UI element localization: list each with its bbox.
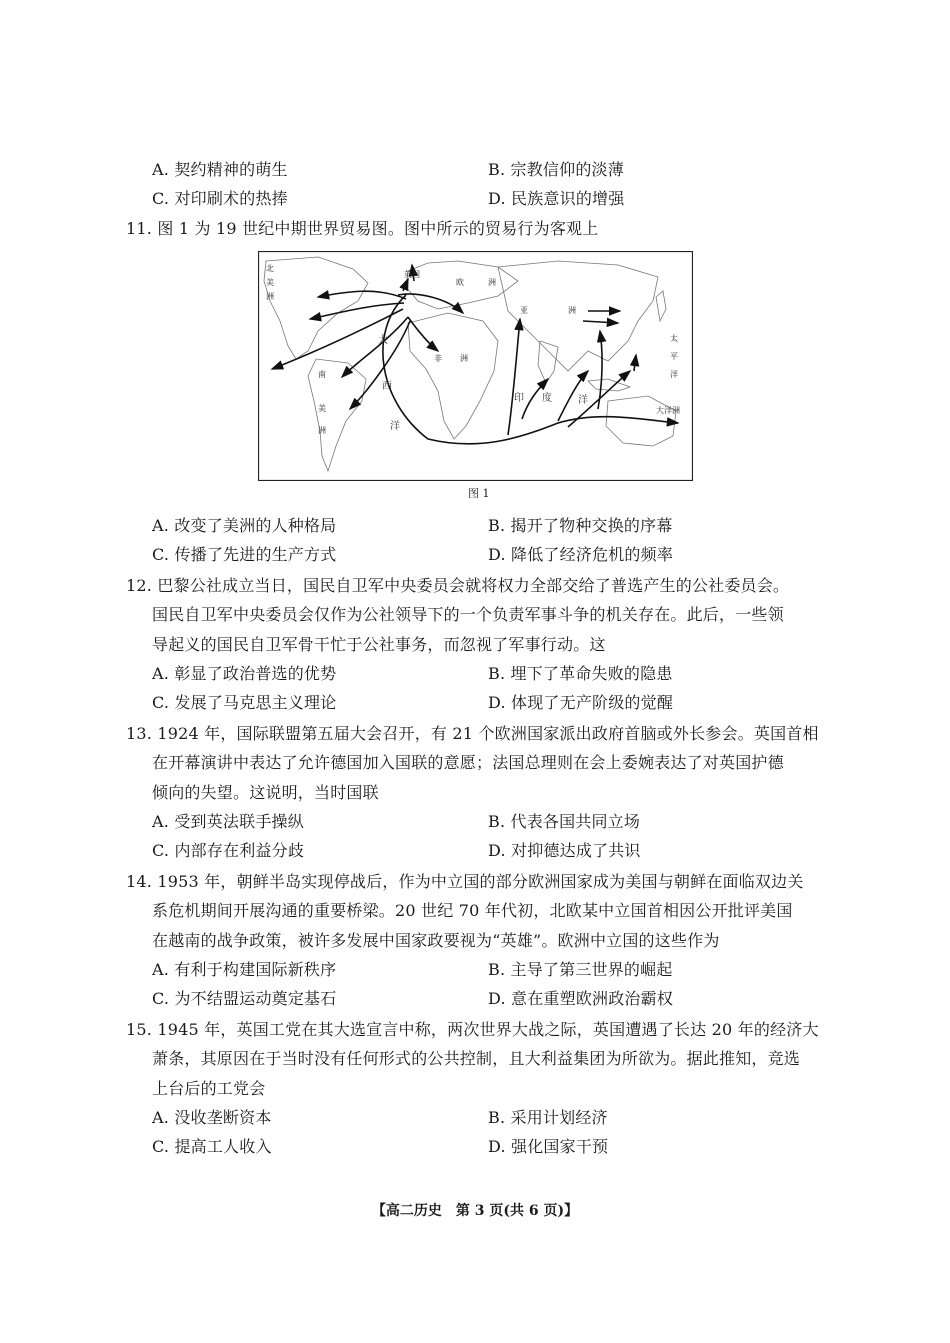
q11-option-a: A. 改变了美洲的人种格局 xyxy=(152,516,337,535)
q12-stem-line1: 12. 巴黎公社成立当日，国民自卫军中央委员会就将权力全部交给了普选产生的公社委员会。 xyxy=(126,576,790,595)
map-label-du: 度 xyxy=(542,393,552,404)
map-label-america-n: 美 xyxy=(266,278,274,287)
q12-option-b: B. 埋下了革命失败的隐患 xyxy=(488,664,673,683)
q12-stem-line2: 国民自卫军中央委员会仅作为公社领导下的一个负责军事斗争的机关存在。此后，一些领 xyxy=(152,605,784,624)
q12-option-d: D. 体现了无产阶级的觉醒 xyxy=(488,693,674,712)
q12-stem-line3: 导起义的国民自卫军骨干忙于公社事务，而忽视了军事行动。这 xyxy=(152,635,606,654)
q11-stem: 11. 图 1 为 19 世纪中期世界贸易图。图中所示的贸易行为客观上 xyxy=(126,219,599,238)
map-label-continent-sa: 洲 xyxy=(318,426,326,435)
q14-option-a: A. 有利于构建国际新秩序 xyxy=(152,960,337,979)
q12-option-a: A. 彰显了政治普选的优势 xyxy=(152,664,337,683)
map-label-tai: 太 xyxy=(670,334,678,343)
q10-option-c: C. 对印刷术的热捧 xyxy=(152,189,288,208)
q11-option-b: B. 揭开了物种交换的序幕 xyxy=(488,516,673,535)
figure-caption: 图 1 xyxy=(468,487,490,500)
map-label-africa: 非 xyxy=(434,354,442,363)
map-label-continent-af: 洲 xyxy=(460,354,468,363)
q15-option-c: C. 提高工人收入 xyxy=(152,1137,272,1156)
map-label-asia: 亚 xyxy=(520,306,528,315)
q15-option-b: B. 采用计划经济 xyxy=(488,1108,608,1127)
q14-stem-line2: 系危机期间开展沟通的重要桥梁。20 世纪 70 年代初，北欧某中立国首相因公开批评美国 xyxy=(152,901,793,920)
map-label-north: 北 xyxy=(266,264,274,273)
page-footer: 【高二历史 第 3 页(共 6 页)】 xyxy=(371,1203,579,1219)
q13-stem-line2: 在开幕演讲中表达了允许德国加入国联的意愿；法国总理则在会上委婉表达了对英国护德 xyxy=(152,753,784,772)
q12-option-c: C. 发展了马克思主义理论 xyxy=(152,693,337,712)
map-label-yang: 洋 xyxy=(390,421,400,432)
q14-stem-line1: 14. 1953 年，朝鲜半岛实现停战后，作为中立国的部分欧洲国家成为美国与朝鲜在面临双边关 xyxy=(126,872,804,891)
q11-option-c: C. 传播了先进的生产方式 xyxy=(152,545,337,564)
map-label-yang-pacific: 洋 xyxy=(670,370,678,379)
q14-stem-line3: 在越南的战争政策，被许多发展中国家政要视为“英雄”。欧洲中立国的这些作为 xyxy=(152,931,720,950)
q13-option-b: B. 代表各国共同立场 xyxy=(488,812,641,831)
q10-option-a: A. 契约精神的萌生 xyxy=(152,160,288,179)
map-label-xi: 西 xyxy=(382,381,392,392)
q15-stem-line1: 15. 1945 年，英国工党在其大选宣言中称，两次世界大战之际，英国遭遇了长达 20 年的经济大 xyxy=(126,1020,819,1039)
map-label-continent-na: 洲 xyxy=(266,292,274,301)
map-label-oceania: 大洋洲 xyxy=(656,406,680,415)
q10-option-d: D. 民族意识的增强 xyxy=(488,189,625,208)
q15-option-a: A. 没收垄断资本 xyxy=(152,1108,272,1127)
map-label-yin: 印 xyxy=(514,393,524,404)
q13-stem-line1: 13. 1924 年，国际联盟第五届大会召开，有 21 个欧洲国家派出政府首脑或外长参会。英国首相 xyxy=(126,724,819,743)
map-label-yang-indian: 洋 xyxy=(578,395,588,406)
map-label-continent-asia: 洲 xyxy=(568,306,576,315)
q15-stem-line3: 上台后的工党会 xyxy=(152,1079,266,1098)
map-label-da: 大 xyxy=(378,335,388,346)
q11-option-d: D. 降低了经济危机的频率 xyxy=(488,545,674,564)
q13-stem-line3: 倾向的失望。这说明，当时国联 xyxy=(152,783,379,802)
q13-option-a: A. 受到英法联手操纵 xyxy=(152,812,304,831)
map-label-europe: 欧 xyxy=(456,278,464,287)
q10-option-b: B. 宗教信仰的淡薄 xyxy=(488,160,624,179)
q14-option-b: B. 主导了第三世界的崛起 xyxy=(488,960,673,979)
map-frame xyxy=(259,252,693,481)
map-label-ping: 平 xyxy=(670,352,678,361)
q14-option-d: D. 意在重塑欧洲政治霸权 xyxy=(488,989,674,1008)
map-label-america-s: 美 xyxy=(318,404,326,413)
map-label-britain: 英国 xyxy=(404,270,420,279)
q15-option-d: D. 强化国家干预 xyxy=(488,1137,609,1156)
q14-option-c: C. 为不结盟运动奠定基石 xyxy=(152,989,337,1008)
world-trade-map xyxy=(258,251,693,481)
q13-option-d: D. 对抑德达成了共识 xyxy=(488,841,641,860)
map-label-south: 南 xyxy=(318,370,326,379)
map-label-continent-eu: 洲 xyxy=(488,278,496,287)
q15-stem-line2: 萧条，其原因在于当时没有任何形式的公共控制，且大利益集团为所欲为。据此推知，竞选 xyxy=(152,1049,801,1068)
q13-option-c: C. 内部存在利益分歧 xyxy=(152,841,305,860)
